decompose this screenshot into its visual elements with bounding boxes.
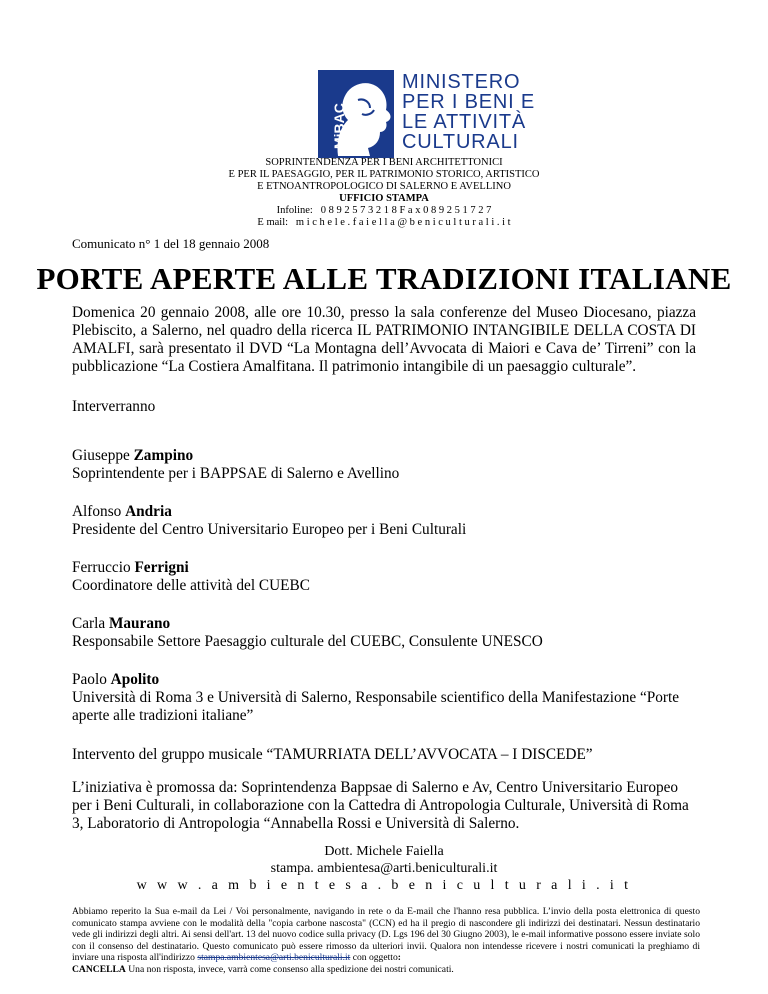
speaker-last-name: Apolito [110, 671, 160, 688]
release-number: Comunicato n° 1 del 18 gennaio 2008 [72, 236, 270, 251]
signature-email: stampa. ambientesa@arti.beniculturali.it [270, 861, 498, 876]
music-performance: Intervento del gruppo musicale “TAMURRIATA DELL’AVVOCATA – I DISCEDE” [72, 746, 593, 763]
speakers-heading: Interverranno [72, 398, 156, 415]
infoline-label: Infoline: [276, 205, 313, 216]
header-email [0, 217, 768, 229]
infoline [0, 205, 768, 217]
email-label: E mail: [257, 217, 289, 228]
disclaimer-text: Abbiamo reperito la Sua e-mail da Lei / Voi personalmente, navigando in rete o da E-mail che l'hanno resa pubblica. L’invio della posta elettronica di questo comunicato stampa avviene con le modalità della "copia carbone nascosta" (CCN) ed ha il pregio di nascondere gli indirizzi dei destinatari. Nessun destinatario vede gli indirizzi degli altri. Ai sensi dell'art. 13 del nuovo codice sulla privacy (D. Lgs 196 del 30 Giugno 2003), le e-mail informative possono essere inviate solo con il consenso del destinatario. Questo comunicato può essere rimosso da ulteriori invii. Qualora non intendesse ricevere i nostri comunicati la preghiamo di inviare una risposta all'indirizzo [72, 906, 700, 963]
office-header [0, 157, 768, 229]
speaker-first-name: Ferruccio [72, 559, 135, 576]
speaker-ferrigni [72, 559, 702, 595]
speaker-role: Presidente del Centro Universitario Europeo per i Beni Culturali [72, 521, 467, 538]
speaker-last-name: Zampino [133, 447, 194, 464]
intro-paragraph: Domenica 20 gennaio 2008, alle ore 10.30, presso la sala conferenze del Museo Diocesano, piazza Plebiscito, a Salerno, nel quadro della ricerca IL PATRIMONIO INTANGIBILE DELLA COSTA DI AMALFI, sarà presentato il DVD “La Montagna dell’Avvocata di Maiori e Cava de’ Tirreni” con la pubblicazione “La Costiera Amalfitana. Il patrimonio intangibile di un paesaggio culturale”. [72, 304, 696, 375]
ministry-line-2: PER I BENI E [402, 91, 535, 113]
disclaimer-colon: : [397, 952, 401, 963]
speaker-first-name: Carla [72, 615, 109, 632]
ministry-name [402, 72, 535, 152]
ministry-line-3: LE ATTIVITÀ [402, 111, 527, 133]
ministry-logo [318, 70, 535, 158]
page-title: PORTE APERTE ALLE TRADIZIONI ITALIANE [36, 261, 732, 296]
speaker-zampino [72, 447, 702, 483]
speaker-andria [72, 503, 702, 539]
header-line-1: SOPRINTENDENZA PER I BENI ARCHITETTONICI [265, 157, 503, 168]
ministry-line-4: CULTURALI [402, 131, 519, 153]
signature-block [0, 843, 768, 894]
cancel-keyword: CANCELLA [72, 963, 126, 975]
disclaimer-subject-text: con oggetto [350, 952, 398, 963]
svg-text:MiBAC: MiBAC [331, 103, 347, 149]
unsubscribe-email-link[interactable]: stampa.ambientesa@arti.beniculturali.it [197, 952, 351, 963]
signatory-name: Dott. Michele Faiella [324, 844, 444, 859]
speaker-apolito [72, 671, 702, 725]
speaker-role: Università di Roma 3 e Università di Salerno, Responsabile scientifico della Manifestazione “Porte aperte alle tradizioni italiane” [72, 689, 680, 724]
speaker-last-name: Andria [125, 503, 172, 520]
press-office-label: UFFICIO STAMPA [339, 193, 429, 204]
privacy-disclaimer [72, 906, 700, 975]
disclaimer-consent-text: Una non risposta, invece, varrà come consenso alla spedizione dei nostri comunicati. [125, 963, 454, 975]
speaker-first-name: Giuseppe [72, 447, 134, 464]
signature-website: w w w . a m b i e n t e s a . b e n i c u l t u r a l i . i t [136, 878, 632, 893]
header-line-2: E PER IL PAESAGGIO, PER IL PATRIMONIO STORICO, ARTISTICO [228, 169, 540, 180]
mibac-logo-mark [318, 70, 394, 158]
speaker-first-name: Paolo [72, 671, 111, 688]
speaker-role: Soprintendente per i BAPPSAE di Salerno e Avellino [72, 465, 400, 482]
speaker-role: Coordinatore delle attività del CUEBC [72, 577, 310, 594]
speaker-last-name: Maurano [108, 615, 171, 632]
speaker-maurano [72, 615, 702, 651]
email-value: m i c h e l e . f a i e l l a @ b e n i c u l t u r a l i . i t [295, 217, 511, 228]
header-line-3: E ETNOANTROPOLOGICO DI SALERNO E AVELLINO [257, 181, 511, 192]
speaker-role: Responsabile Settore Paesaggio culturale del CUEBC, Consulente UNESCO [72, 633, 543, 650]
speaker-last-name: Ferrigni [134, 559, 189, 576]
ministry-line-1: MINISTERO [402, 71, 521, 93]
infoline-value: 0 8 9 2 5 7 3 2 1 8 F a x 0 8 9 2 5 1 7 2 7 [320, 205, 492, 216]
promoters-paragraph: L’iniziativa è promossa da: Soprintendenza Bappsae di Salerno e Av, Centro Universitario Europeo per i Beni Culturali, in collaborazione con la Cattedra di Antropologia Culturale, Università di Roma 3, Laboratorio di Antropologia “Annabella Rossi e Università di Salerno. [72, 779, 689, 832]
speaker-first-name: Alfonso [72, 503, 126, 520]
